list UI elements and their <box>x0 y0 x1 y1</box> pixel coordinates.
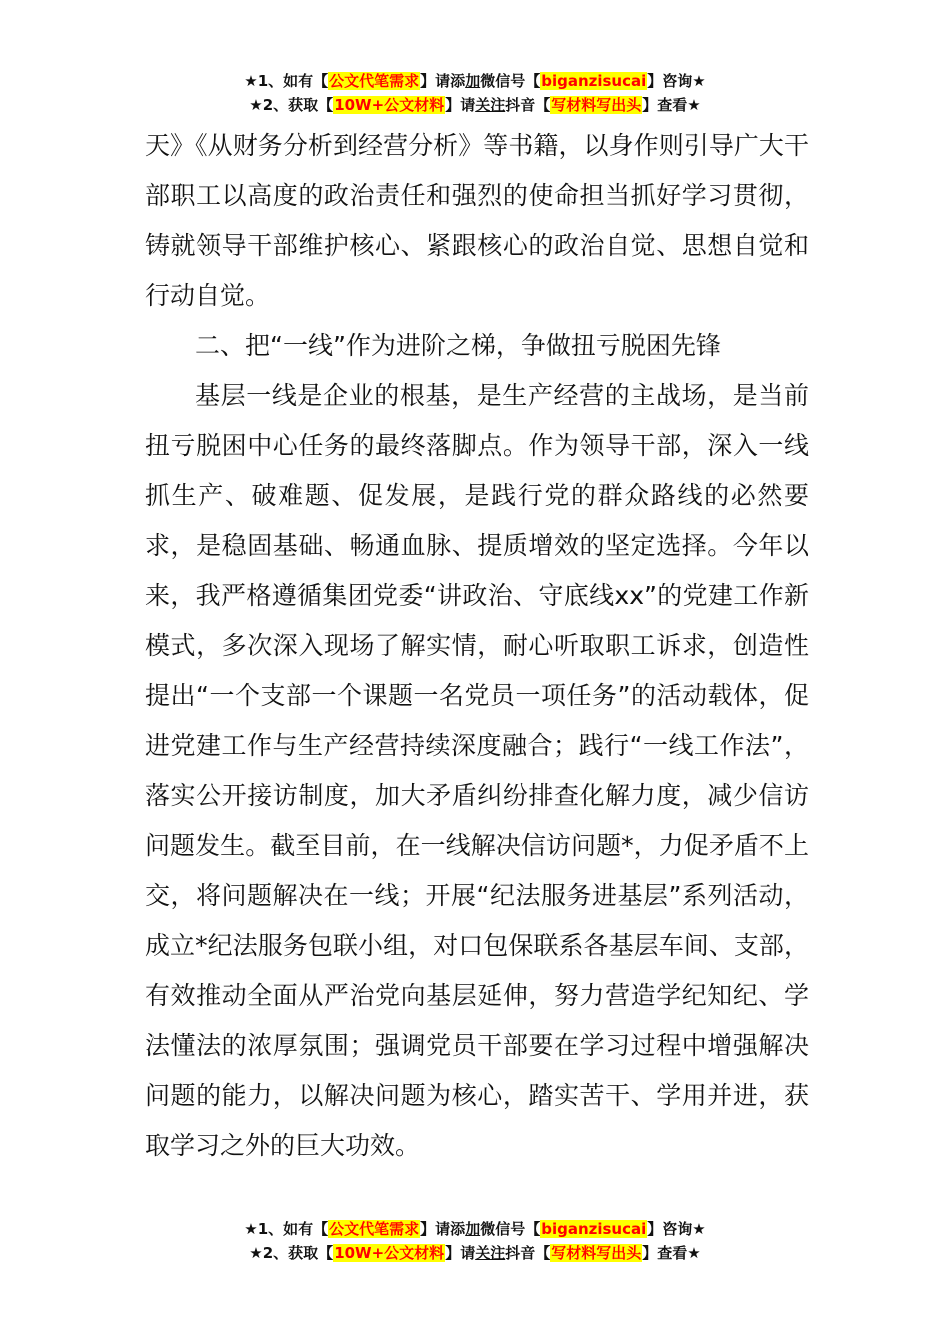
banner-text: 】请添 <box>420 1220 466 1238</box>
banner-text: 】查看★ <box>642 1244 701 1262</box>
banner-line-2 <box>0 1241 950 1265</box>
banner-text: 微信号【 <box>480 1220 541 1238</box>
banner-text: 2、获取【 <box>262 1244 334 1262</box>
banner-text: 】请添 <box>420 72 466 90</box>
paragraph-continued: 天》《从财务分析到经营分析》等书籍，以身作则引导广大干部职工以高度的政治责任和强烈的使命担当抓好学习贯彻，铸就领导干部维护核心、紧跟核心的政治自觉、思想自觉和行动自觉。 <box>145 131 809 310</box>
banner-text: 微信号【 <box>480 72 541 90</box>
footer-banner <box>0 1217 950 1265</box>
banner-text: 2、获取【 <box>262 96 334 114</box>
banner-underlined-text: 加 <box>465 72 481 90</box>
banner-text: 】咨询★ <box>647 1220 706 1238</box>
star-icon: ★ <box>244 1220 258 1238</box>
banner-text: 】请 <box>445 1244 476 1262</box>
banner-text: 1、如有【 <box>257 72 329 90</box>
highlight-ghostwriting: 公文代笔需求 <box>329 1220 420 1238</box>
highlight-materials: 10W+公文材料 <box>334 96 445 114</box>
banner-underlined-text: 关注 <box>475 1244 506 1262</box>
document-body <box>145 121 809 1171</box>
banner-text: 1、如有【 <box>257 1220 329 1238</box>
banner-underlined-text: 加 <box>465 1220 481 1238</box>
highlight-ghostwriting: 公文代笔需求 <box>329 72 420 90</box>
highlight-douyin-account: 写材料写出头 <box>551 96 642 114</box>
star-icon: ★ <box>244 72 258 90</box>
highlight-materials: 10W+公文材料 <box>334 1244 445 1262</box>
star-icon: ★ <box>249 96 263 114</box>
banner-text: 】查看★ <box>642 96 701 114</box>
banner-text: 抖音【 <box>505 1244 551 1262</box>
banner-line-1 <box>0 1217 950 1241</box>
section-heading: 二、把“一线”作为进阶之梯，争做扭亏脱困先锋 <box>195 331 721 360</box>
header-banner <box>0 69 950 117</box>
star-icon: ★ <box>249 1244 263 1262</box>
banner-underlined-text: 关注 <box>475 96 506 114</box>
highlight-wechat-id: biganzisucai <box>541 72 647 90</box>
paragraph-main: 基层一线是企业的根基，是生产经营的主战场，是当前扭亏脱困中心任务的最终落脚点。作为领导干部，深入一线抓生产、破难题、促发展，是践行党的群众路线的必然要求，是稳固基础、畅通血脉、提质增效的坚定选择。今年以来，我严格遵循集团党委“讲政治、守底线xx”的党建工作新模式，多次深入现场了解实情，耐心听取职工诉求，创造性提出“一个支部一个课题一名党员一项任务”的活动载体，促进党建工作与生产经营持续深度融合；践行“一线工作法”，落实公开接访制度，加大矛盾纠纷排查化解力度，减少信访问题发生。截至目前，在一线解决信访问题*，力促矛盾不上交，将问题解决在一线；开展“纪法服务进基层”系列活动，成立*纪法服务包联小组，对口包保联系各基层车间、支部，有效推动全面从严治党向基层延伸，努力营造学纪知纪、学法懂法的浓厚氛围；强调党员干部要在学习过程中增强解决问题的能力，以解决问题为核心，踏实苦干、学用并进，获取学习之外的巨大功效。 <box>145 381 809 1160</box>
banner-text: 抖音【 <box>505 96 551 114</box>
banner-line-2 <box>0 93 950 117</box>
banner-text: 】请 <box>445 96 476 114</box>
highlight-douyin-account: 写材料写出头 <box>551 1244 642 1262</box>
banner-line-1 <box>0 69 950 93</box>
banner-text: 】咨询★ <box>647 72 706 90</box>
highlight-wechat-id: biganzisucai <box>541 1220 647 1238</box>
